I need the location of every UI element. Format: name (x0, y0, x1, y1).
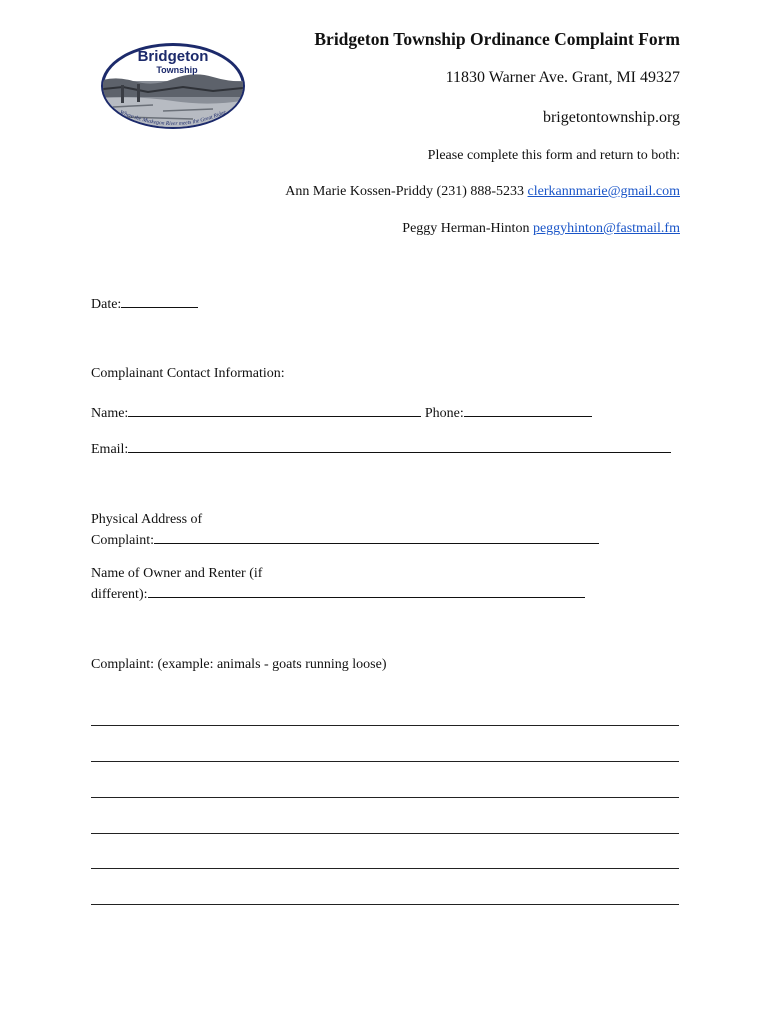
contact-2 (402, 221, 680, 237)
township-address: 11830 Warner Ave. Grant, MI 49327 (445, 69, 680, 86)
contact-heading: Complainant Contact Information: (91, 366, 285, 381)
phone-label: Phone: (424, 406, 464, 421)
owner-renter-row (91, 584, 585, 603)
date-field[interactable] (121, 294, 198, 308)
logo-motto: Where the Muskegon River meets the Great Ridge (119, 109, 228, 128)
township-website: brigetontownship.org (542, 109, 680, 126)
physical-address-label-2: Complaint: (91, 533, 154, 548)
physical-address-field[interactable] (154, 530, 599, 544)
contact-1-name: Ann Marie Kossen-Priddy (231) 888-5233 (285, 184, 525, 199)
complaint-line[interactable] (91, 761, 679, 762)
owner-renter-label-2: different): (91, 587, 148, 602)
complaint-label: Complaint: (example: animals - goats running loose) (91, 657, 387, 672)
email-field[interactable] (128, 439, 671, 453)
contact-1 (285, 184, 680, 200)
date-label: Date: (91, 297, 122, 312)
contact-1-email-link[interactable]: clerkannmarie@gmail.com (527, 184, 680, 199)
complaint-line[interactable] (91, 833, 679, 834)
contact-2-name: Peggy Herman-Hinton (402, 221, 530, 236)
logo-title-line1: Bridgeton (137, 48, 209, 65)
complaint-line[interactable] (91, 868, 679, 869)
phone-field[interactable] (464, 403, 592, 417)
physical-address-row (91, 530, 599, 549)
email-row (91, 439, 671, 458)
form-title: Bridgeton Township Ordinance Complaint Form (314, 29, 680, 49)
physical-address-label-1: Physical Address of (91, 512, 203, 527)
logo-title-line2: Township (156, 65, 198, 75)
township-logo (93, 37, 253, 143)
owner-renter-field[interactable] (148, 584, 585, 598)
email-label: Email: (91, 442, 129, 457)
owner-renter-label-1: Name of Owner and Renter (if (91, 566, 263, 581)
return-instruction: Please complete this form and return to both: (427, 148, 680, 163)
complaint-line[interactable] (91, 797, 679, 798)
date-row (91, 294, 198, 313)
name-field[interactable] (128, 403, 421, 417)
name-phone-row (91, 403, 592, 422)
complaint-line[interactable] (91, 725, 679, 726)
complaint-line[interactable] (91, 904, 679, 905)
contact-2-email-link[interactable]: peggyhinton@fastmail.fm (532, 221, 680, 236)
name-label: Name: (91, 406, 129, 421)
